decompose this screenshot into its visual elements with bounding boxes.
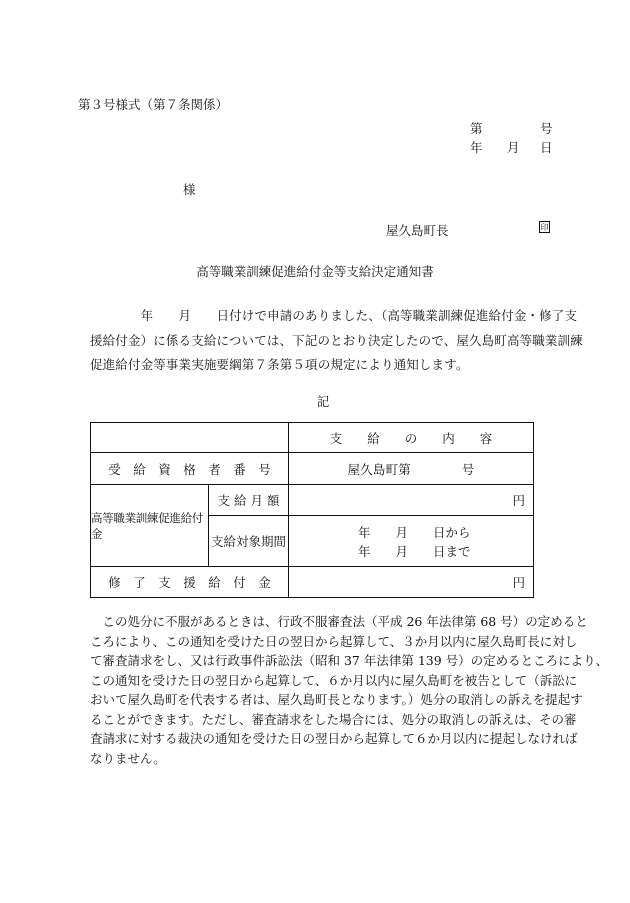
notice-line: なりません。 [90,750,166,766]
notice-line: 査請求に対する裁決の通知を受けた日の翌日から起算して６か月以内に提起しなければ [90,731,578,746]
appeal-notice [90,612,609,768]
body-paragraph [90,304,583,378]
payment-period-to: 年 月 日まで [358,544,471,559]
date-month-label: 月 [507,140,520,155]
notice-line: て審査請求をし、又は行政事件訴訟法（昭和 37 年法律第 139 号）の定めるところにより、 [90,653,609,668]
document-title: 高等職業訓練促進給付金等支給決定通知書 [196,264,434,279]
notice-line: ることができます。ただし、審査請求をした場合には、処分の取消しの訴えは、その審 [90,711,577,727]
addressee-suffix: 様 [183,182,196,197]
document-number-suffix: 号 [540,121,553,136]
notice-line: この通知を受けた日の翌日から起算して、６か月以内に屋久島町を被告として（訴訟に [90,672,578,688]
payment-period-label: 支給対象期間 [210,534,286,549]
ki-heading [0,392,630,410]
recipient-number-label: 受 給 資 格 者 番 号 [108,461,271,477]
notice-line: この処分に不服があるときは、行政不服審査法（平成 26 年法律第 68 号）の定めると [90,614,588,629]
monthly-amount-unit: 円 [512,493,525,508]
recipient-number-value: 屋久島町第 号 [347,461,475,477]
date-year-label: 年 [470,140,483,155]
issuer-name: 屋久島町長 [386,223,449,238]
body-line: 年 月 日付けで申請のありました、（高等職業訓練促進給付金・修了支 [90,308,578,323]
date-day-label: 日 [540,140,553,155]
seal-mark: 印 [540,223,549,232]
table-header-content: 支 給 の 内 容 [329,430,493,446]
form-number: 第３号様式（第７条関係） [78,97,229,112]
document-number-prefix: 第 [470,121,483,136]
ki-label: 記 [316,394,330,409]
benefit-name-label: 高等職業訓練促進給付金 [91,510,203,541]
payment-period-from: 年 月 日から [358,525,471,540]
notice-line: ころにより、この通知を受けた日の翌日から起算して、３か月以内に屋久島町長に対し [90,633,578,649]
notice-line: おいて屋久島町を代表する者は、屋久島町長となります。）処分の取消しの訴えを提起す [90,692,583,707]
monthly-amount-label: 支 給 月 額 [217,493,280,508]
completion-benefit-unit: 円 [512,575,525,590]
completion-benefit-label: 修 了 支 援 給 付 金 [108,575,271,590]
body-line: 促進給付金等事業実施要綱第７条第５項の規定により通知します。 [90,357,469,372]
body-line: 援給付金）に係る支給については、下記のとおり決定したので、屋久島町高等職業訓練 [90,332,583,348]
